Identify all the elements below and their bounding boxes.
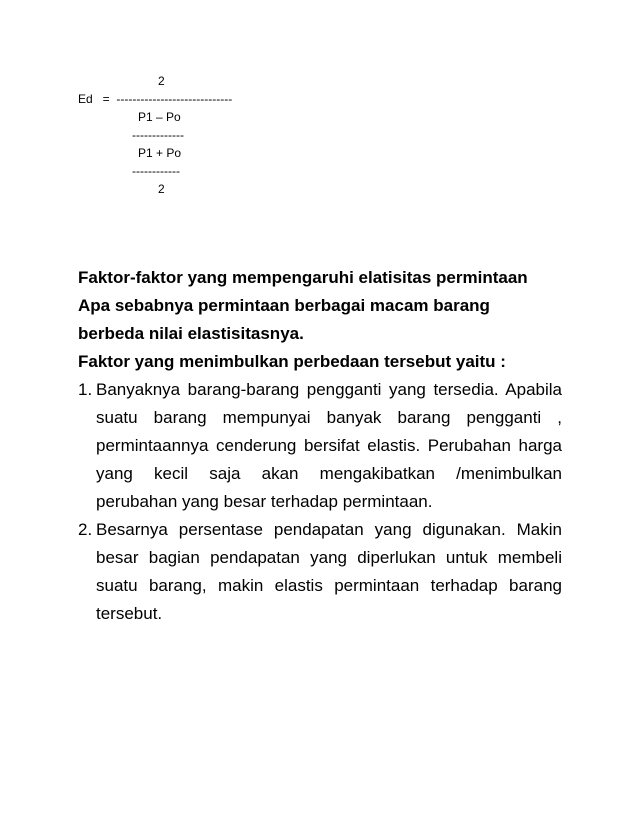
formula-numerator-bottom: 2: [158, 182, 165, 196]
formula-numerator-top: 2: [158, 74, 165, 88]
heading-intro: Faktor yang menimbulkan perbedaan tersebut yaitu :: [78, 352, 506, 371]
formula-p1-minus-po: P1 – Po: [138, 110, 181, 124]
heading-question: Apa sebabnya permintaan berbagai macam barang: [78, 296, 490, 315]
list-number: 1.: [78, 380, 93, 399]
elasticity-formula: [78, 72, 338, 212]
document-body: [78, 264, 562, 628]
list-text: Banyaknya barang-barang pengganti yang tersedia. Apabila suatu barang mempunyai banyak barang pengganti , permintaannya cenderung bersifat elastis. Perubahan harga yang kecil saja akan mengakibatkan /menimbulkan perubahan yang besar terhadap permintaan.: [96, 380, 562, 511]
list-item: [78, 516, 562, 628]
formula-divider: -------------: [132, 128, 184, 142]
list-number: 2.: [78, 520, 93, 539]
heading-question-cont: berbeda nilai elastisitasnya.: [78, 324, 304, 343]
formula-ed-line: Ed = -----------------------------: [78, 92, 233, 106]
heading-factors: Faktor-faktor yang mempengaruhi elatisitas permintaan: [78, 268, 528, 287]
factor-list: [78, 376, 562, 628]
list-text: Besarnya persentase pendapatan yang digunakan. Makin besar bagian pendapatan yang diperlukan untuk membeli suatu barang, makin elastis permintaan terhadap barang tersebut.: [96, 520, 562, 623]
formula-divider-lower: ------------: [132, 164, 180, 178]
list-item: [78, 376, 562, 516]
formula-p1-plus-po: P1 + Po: [138, 146, 182, 160]
